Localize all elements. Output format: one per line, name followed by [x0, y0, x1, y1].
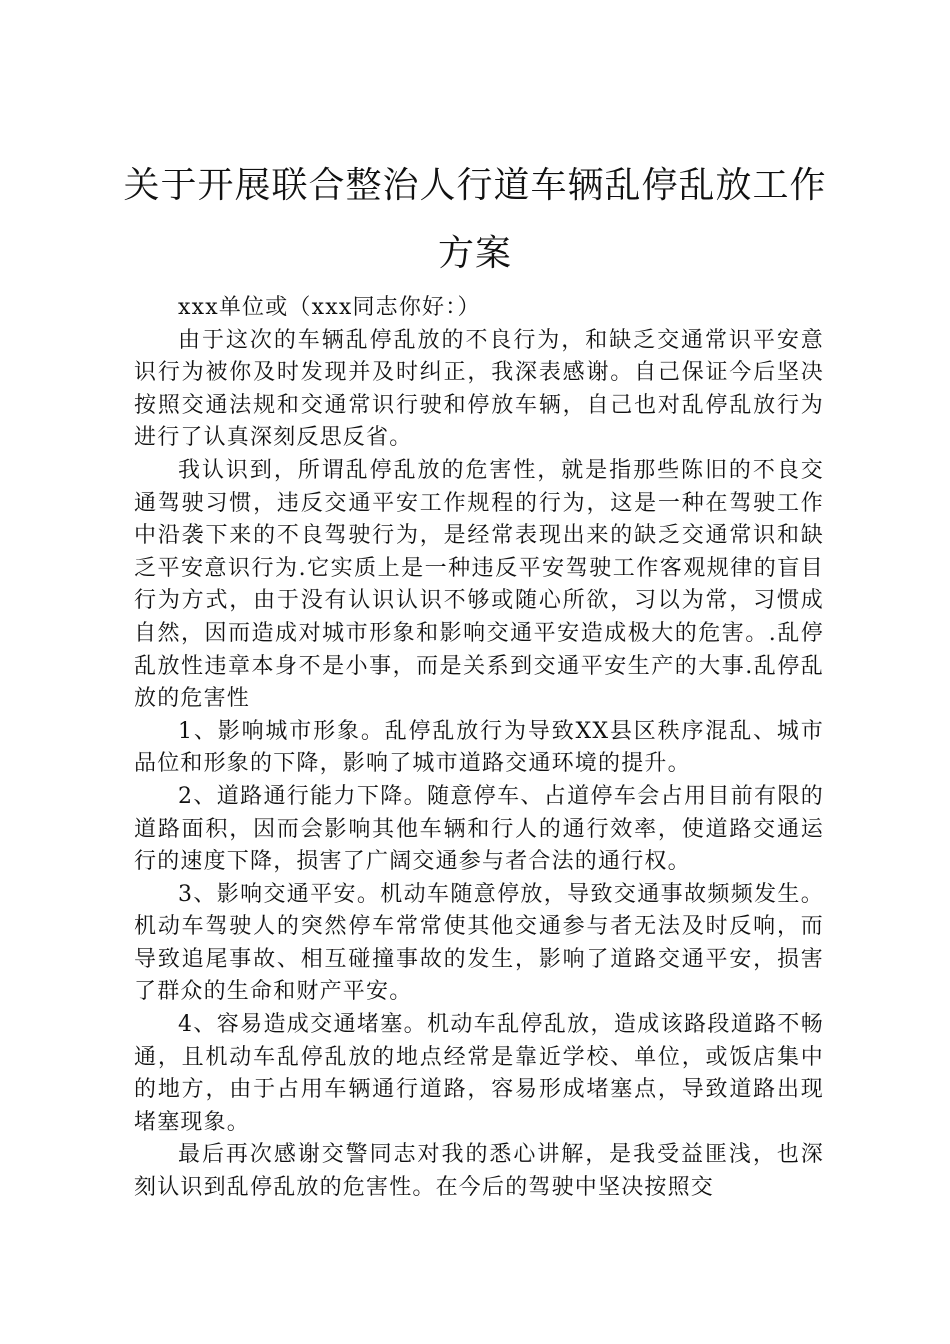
title-line-2: 方案 [437, 233, 512, 274]
document-title [120, 152, 830, 288]
paragraph-item-2: 2、道路通行能力下降。随意停车、占道停车会占用目前有限的道路面积，因而会影响其他车辆和行人的通行效率，使道路交通运行的速度下降，损害了广阔交通参与者合法的通行权。 [134, 783, 824, 875]
paragraph-item-4: 4、容易造成交通堵塞。机动车乱停乱放，造成该路段道路不畅通，且机动车乱停乱放的地点经常是靠近学校、单位，或饭店集中的地方，由于占用车辆通行道路，容易形成堵塞点，导致道路出现堵塞现象。 [134, 1012, 824, 1135]
salutation: xxx单位或（xxx同志你好：） [178, 295, 481, 320]
title-line-1: 关于开展联合整治人行道车辆乱停乱放工作 [123, 165, 827, 206]
paragraph-intro: 由于这次的车辆乱停乱放的不良行为，和缺乏交通常识平安意识行为被你及时发现并及时纠正，我深表感谢。自己保证今后坚决按照交通法规和交通常识行驶和停放车辆，自己也对乱停乱放行为进行了认真深刻反思反省。 [134, 327, 824, 451]
document-body [134, 292, 824, 1205]
paragraph-recognition: 我认识到，所谓乱停乱放的危害性，就是指那些陈旧的不良交通驾驶习惯，违反交通平安工作规程的行为，这是一种在驾驶工作中沿袭下来的不良驾驶行为，是经常表现出来的缺乏交通常识和缺乏平安意识行为.它实质上是一种违反平安驾驶工作客观规律的盲目行为方式，由于没有认识认识不够或随心所欲，习以为常，习惯成自然，因而造成对城市形象和影响交通平安造成极大的危害。.乱停乱放性违章本身不是小事，而是关系到交通平安生产的大事.乱停乱放的危害性 [134, 457, 824, 712]
paragraph-item-1: 1、影响城市形象。乱停乱放行为导致XX县区秩序混乱、城市品位和形象的下降，影响了城市道路交通环境的提升。 [134, 718, 824, 777]
paragraph-item-3: 3、影响交通平安。机动车随意停放，导致交通事故频频发生。机动车驾驶人的突然停车常常使其他交通参与者无法及时反响，而导致追尾事故、相互碰撞事故的发生，影响了道路交通平安，损害了群众的生命和财产平安。 [134, 881, 824, 1005]
paragraph-closing: 最后再次感谢交警同志对我的悉心讲解，是我受益匪浅，也深刻认识到乱停乱放的危害性。在今后的驾驶中坚决按照交 [134, 1142, 824, 1201]
